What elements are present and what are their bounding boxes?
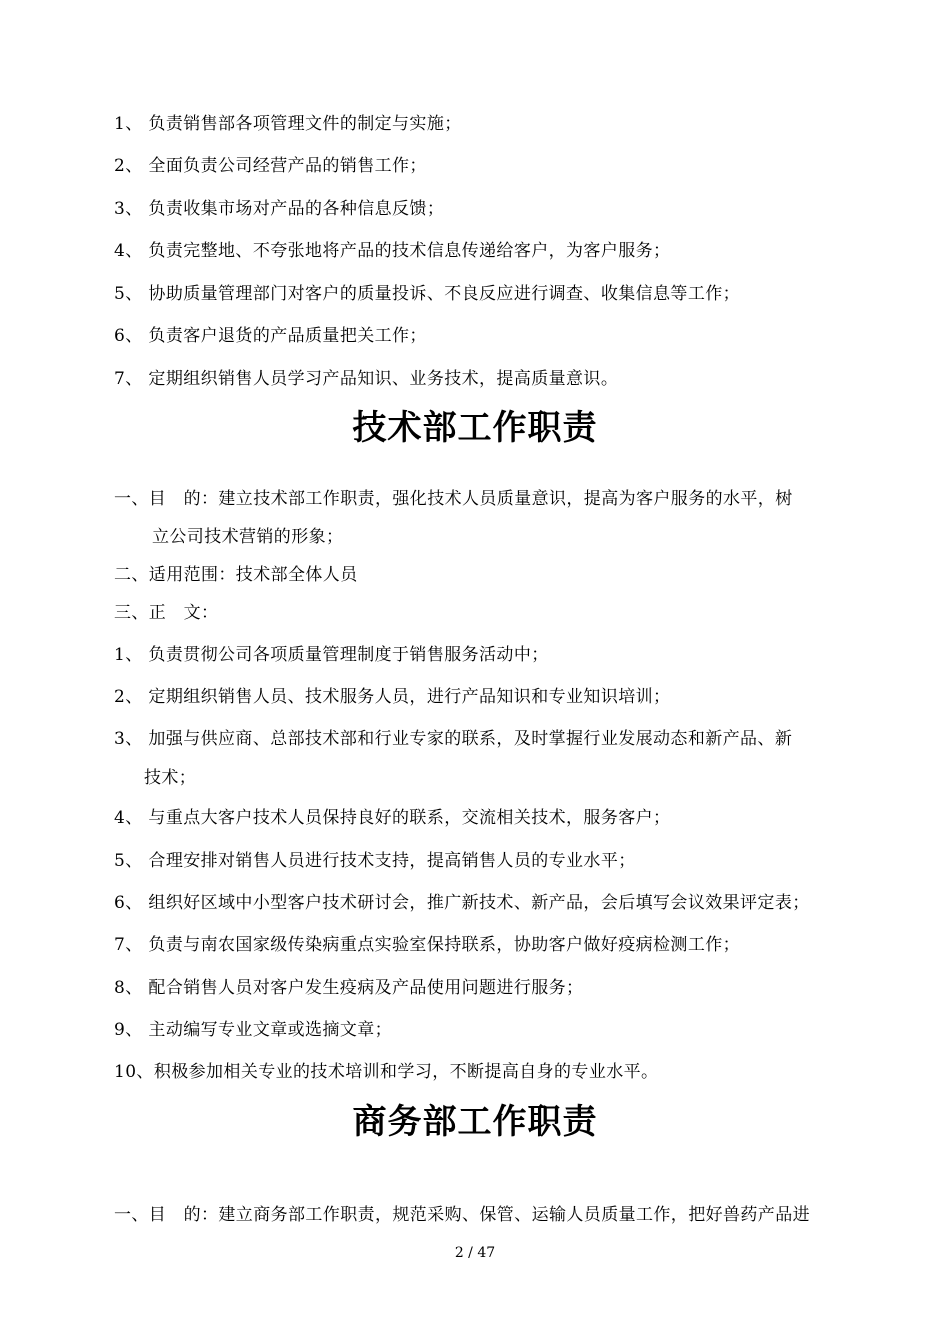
tech-section-title: 技术部工作职责	[352, 408, 598, 448]
sales-item-1: 1、 负责销售部各项管理文件的制定与实施；	[114, 114, 462, 134]
tech-purpose-line1: 一、目 的：建立技术部工作职责，强化技术人员质量意识，提高为客户服务的水平，树	[114, 489, 793, 509]
page-number: 2 / 47	[454, 1245, 496, 1261]
tech-item-5: 5、 合理安排对销售人员进行技术支持，提高销售人员的专业水平；	[114, 851, 636, 871]
tech-body-label: 三、正 文：	[114, 603, 219, 623]
sales-item-4: 4、 负责完整地、不夸张地将产品的技术信息传递给客户，为客户服务；	[114, 241, 671, 261]
tech-scope: 二、适用范围：技术部全体人员	[114, 565, 358, 585]
tech-item-3: 3、 加强与供应商、总部技术部和行业专家的联系，及时掌握行业发展动态和新产品、新	[114, 729, 793, 749]
tech-item-8: 8、 配合销售人员对客户发生疫病及产品使用问题进行服务；	[114, 978, 584, 998]
tech-item-4: 4、 与重点大客户技术人员保持良好的联系，交流相关技术，服务客户；	[114, 808, 671, 828]
sales-item-3: 3、 负责收集市场对产品的各种信息反馈；	[114, 199, 445, 219]
sales-item-7: 7、 定期组织销售人员学习产品知识、业务技术，提高质量意识。	[114, 369, 619, 389]
sales-item-2: 2、 全面负责公司经营产品的销售工作；	[114, 156, 427, 176]
sales-item-6: 6、 负责客户退货的产品质量把关工作；	[114, 326, 427, 346]
tech-item-3-cont: 技术；	[144, 768, 197, 788]
commerce-section-title: 商务部工作职责	[352, 1102, 598, 1142]
tech-item-2: 2、 定期组织销售人员、技术服务人员，进行产品知识和专业知识培训；	[114, 687, 671, 707]
sales-item-5: 5、 协助质量管理部门对客户的质量投诉、不良反应进行调查、收集信息等工作；	[114, 284, 741, 304]
tech-item-1: 1、 负责贯彻公司各项质量管理制度于销售服务活动中；	[114, 645, 549, 665]
tech-item-10: 10、积极参加相关专业的技术培训和学习，不断提高自身的专业水平。	[114, 1062, 659, 1082]
commerce-purpose-line1: 一、目 的：建立商务部工作职责，规范采购、保管、运输人员质量工作，把好兽药产品进	[114, 1205, 810, 1225]
tech-purpose-line2: 立公司技术营销的形象；	[152, 527, 344, 547]
tech-item-7: 7、 负责与南农国家级传染病重点实验室保持联系，协助客户做好疫病检测工作；	[114, 935, 741, 955]
tech-item-6: 6、 组织好区域中小型客户技术研讨会，推广新技术、新产品，会后填写会议效果评定表；	[114, 893, 810, 913]
tech-item-9: 9、 主动编写专业文章或选摘文章；	[114, 1020, 393, 1040]
